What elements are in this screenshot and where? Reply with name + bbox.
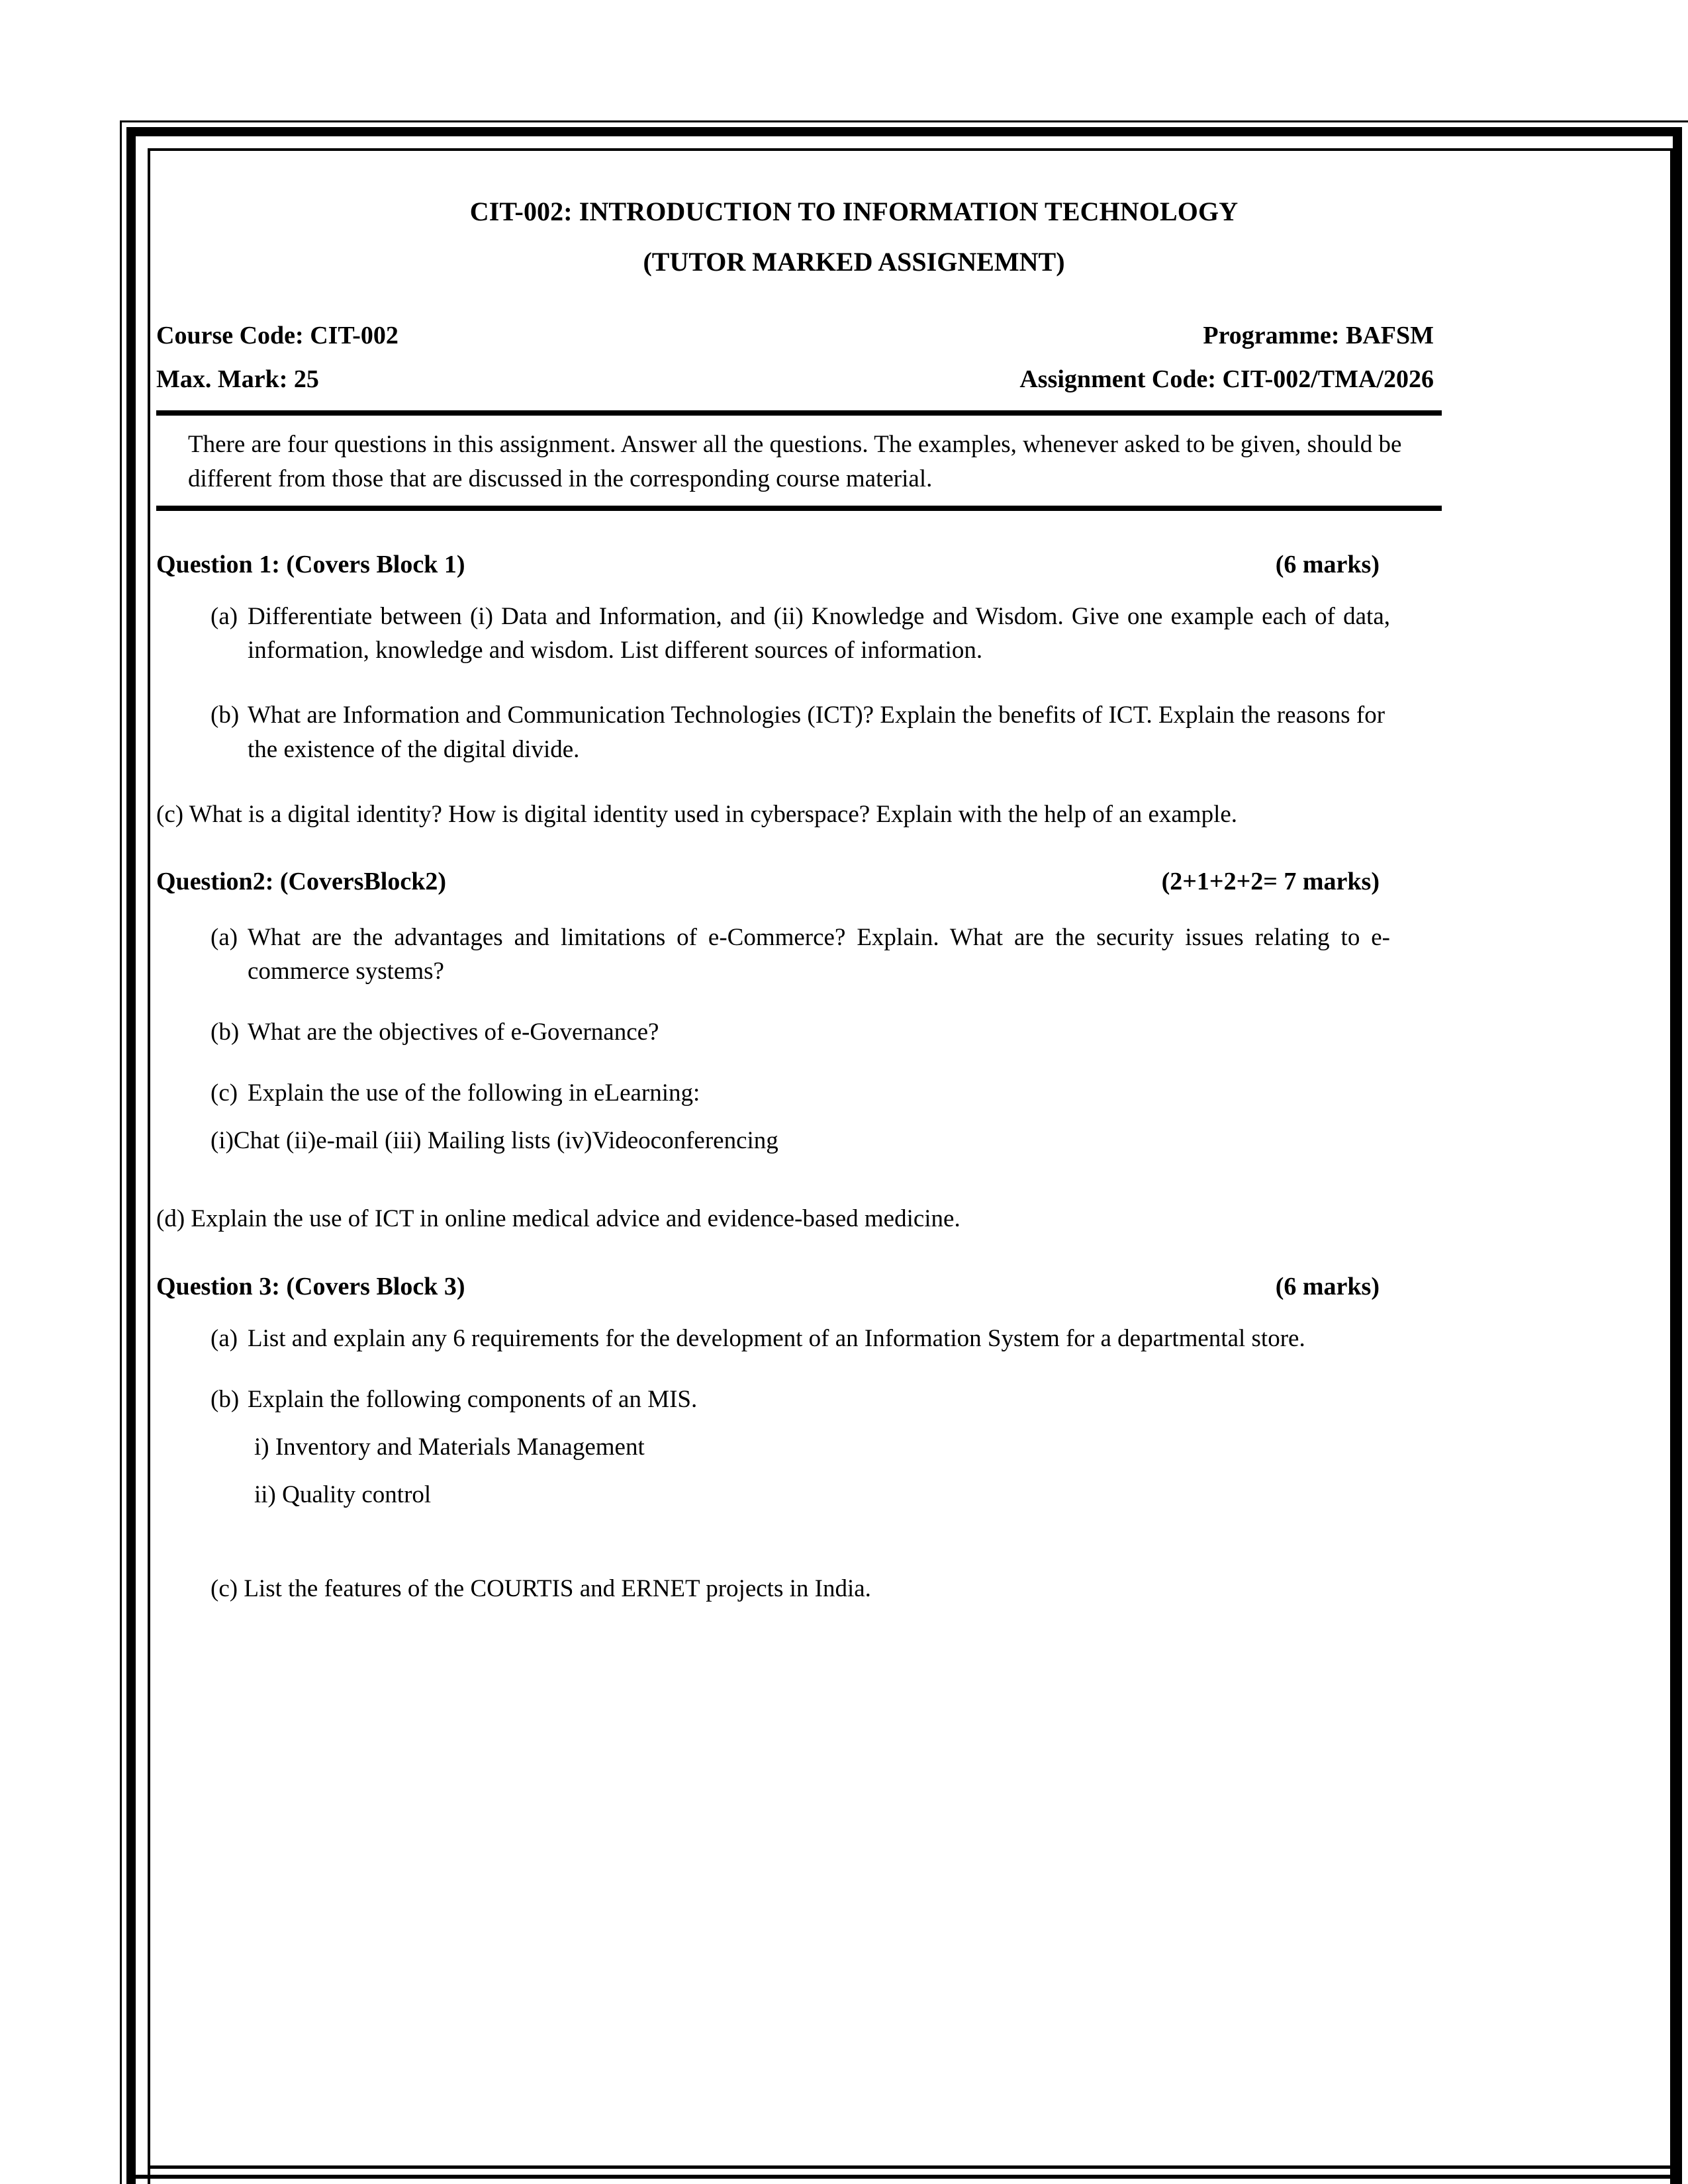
question-3-part-b (211, 1383, 1390, 1417)
question-1-part-a-text: Differentiate between (i) Data and Information, and (ii) Knowledge and Wisdom. Give one example each of data, information, knowledge and wisdom. List different sources of information. (248, 602, 1390, 664)
question-1-part-b-text: What are Information and Communication Technologies (ICT)? Explain the benefits of ICT. Explain the reasons for the existence of the digital divide. (248, 702, 1385, 763)
question-2-title: Question2: (CoversBlock2) (156, 867, 447, 895)
question-2-part-a-text: What are the advantages and limitations of e-Commerce? Explain. What are the security issues relating to e-commerce systems? (248, 923, 1390, 985)
question-2-part-c-list: (i)Chat (ii)e-mail (iii) Mailing lists (iv)Videoconferencing (211, 1126, 778, 1154)
question-3-header (156, 1274, 1380, 1299)
question-2-part-b-marker: (b) (211, 1019, 240, 1046)
question-2-part-c (211, 1076, 1390, 1111)
document-content (156, 165, 1532, 1606)
programme-label: Programme: BAFSM (1203, 322, 1434, 349)
question-3-part-b-marker: (b) (211, 1386, 240, 1414)
question-1-title: Question 1: (Covers Block 1) (156, 550, 465, 578)
question-1-part-a-marker: (a) (211, 602, 238, 630)
question-2-part-c-text: Explain the use of the following in eLearning: (248, 1079, 700, 1107)
question-1-header (156, 552, 1380, 577)
divider-rule-top (156, 410, 1442, 416)
question-3-part-b-text: Explain the following components of an MIS. (248, 1386, 698, 1414)
assignment-meta (156, 323, 1434, 392)
max-mark-label: Max. Mark: 25 (156, 365, 319, 393)
question-3-part-a (211, 1322, 1390, 1356)
page-border-bottom-inner (148, 2165, 1673, 2169)
document-title: CIT-002: INTRODUCTION TO INFORMATION TECHNOLOGY (469, 197, 1239, 226)
question-1-part-b (211, 698, 1390, 767)
meta-row-marks (156, 367, 1434, 392)
meta-row-course (156, 323, 1434, 348)
question-3-part-b-sub-i: i) Inventory and Materials Management (254, 1433, 645, 1461)
question-2-marks: (2+1+2+2= 7 marks) (1161, 867, 1380, 895)
instructions-paragraph: There are four questions in this assignment. Answer all the questions. The examples, whenever asked to be given, should be different from those that are discussed in the corresponding course material. (188, 431, 1402, 492)
question-2-part-a (211, 921, 1390, 989)
question-1-part-b-marker: (b) (211, 702, 240, 729)
question-1-marks: (6 marks) (1275, 550, 1380, 578)
question-2-part-c-marker: (c) (211, 1079, 238, 1107)
question-2-part-a-marker: (a) (211, 923, 238, 951)
question-3-title: Question 3: (Covers Block 3) (156, 1273, 465, 1301)
question-3-marks: (6 marks) (1275, 1273, 1380, 1301)
divider-rule-bottom (156, 506, 1442, 511)
question-2-part-b-text: What are the objectives of e-Governance? (248, 1019, 659, 1046)
question-2-part-d: (d) Explain the use of ICT in online medical advice and evidence-based medicine. (156, 1205, 961, 1232)
question-1-part-a (211, 600, 1390, 668)
question-3-part-b-sub-ii: ii) Quality control (254, 1480, 432, 1508)
question-3-part-a-text: List and explain any 6 requirements for the development of an Information System for a departmental store. (248, 1325, 1305, 1353)
document-subtitle: (TUTOR MARKED ASSIGNEMNT) (643, 247, 1065, 277)
course-code-label: Course Code: CIT-002 (156, 322, 399, 349)
page-border-bottom-band (126, 2175, 1682, 2179)
question-1-part-c: (c) What is a digital identity? How is digital identity used in cyberspace? Explain with the help of an example. (156, 800, 1238, 828)
question-3-part-c: (c) List the features of the COURTIS and ERNET projects in India. (211, 1574, 871, 1602)
question-2-header (156, 869, 1380, 894)
assignment-code-label: Assignment Code: CIT-002/TMA/2026 (1019, 365, 1434, 393)
question-3-part-a-marker: (a) (211, 1325, 238, 1353)
question-2-part-b (211, 1015, 1390, 1050)
